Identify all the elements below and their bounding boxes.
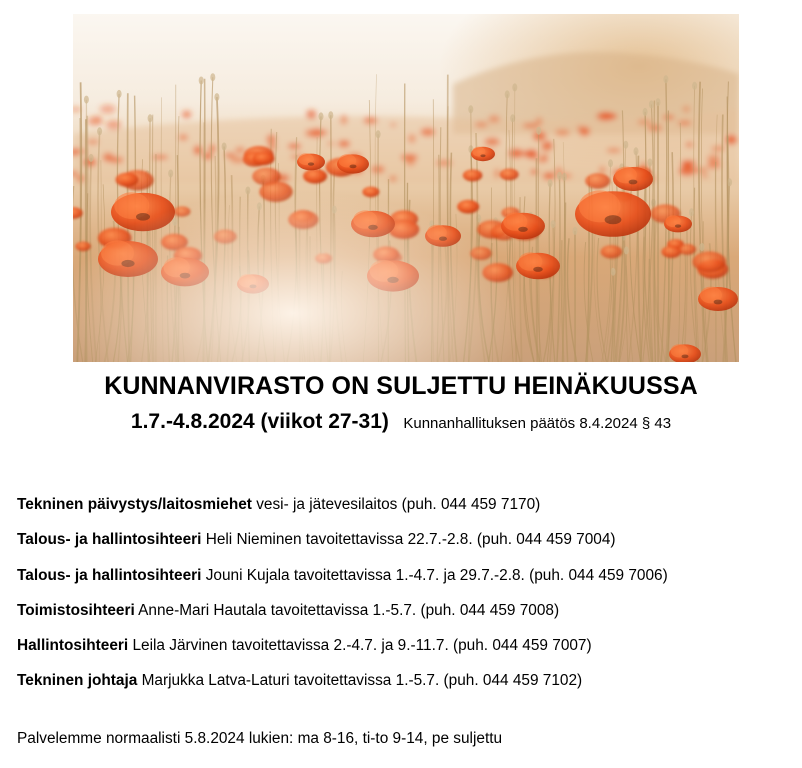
contact-row: [17, 558, 797, 593]
opening-hours-note: Palvelemme normaalisti 5.8.2024 lukien: ma 8-16, ti-to 9-14, pe suljettu: [17, 730, 503, 747]
contact-row: [17, 487, 797, 522]
contact-role: Talous- ja hallintosihteeri: [17, 531, 202, 549]
contact-role: Tekninen päivystys/laitosmiehet: [17, 496, 252, 513]
closure-dates: 1.7.-4.8.2024 (viikot 27-31): [130, 410, 389, 433]
contact-role: Tekninen johtaja: [17, 672, 138, 690]
contact-details: Heli Nieminen tavoitettavissa 22.7.-2.8. (puh. 044 459 7004): [201, 531, 616, 549]
contact-details: Jouni Kujala tavoitettavissa 1.-4.7. ja 29.7.-2.8. (puh. 044 459 7006): [201, 566, 668, 584]
contact-row: [17, 522, 797, 557]
contact-row: [17, 663, 797, 698]
dates-line: [0, 410, 802, 434]
contact-details: vesi- ja jätevesilaitos (puh. 044 459 7170): [251, 496, 541, 513]
contact-details: Marjukka Latva-Laturi tavoitettavissa 1.-5.7. (puh. 044 459 7102): [137, 672, 583, 690]
contact-details: Leila Järvinen tavoitettavissa 2.-4.7. ja 9.-11.7. (puh. 044 459 7007): [128, 637, 592, 655]
contact-details: Anne-Mari Hautala tavoitettavissa 1.-5.7. (puh. 044 459 7008): [134, 601, 560, 619]
contact-role: Toimistosihteeri: [17, 601, 135, 619]
poppy-field-photo: [73, 14, 739, 362]
contact-row: [17, 593, 797, 628]
contact-role: Hallintosihteeri: [17, 637, 129, 655]
closure-headline: KUNNANVIRASTO ON SULJETTU HEINÄKUUSSA: [104, 372, 698, 400]
contact-row: [17, 628, 797, 663]
poppy-field-illustration: [73, 14, 739, 362]
contact-role: Talous- ja hallintosihteeri: [17, 566, 202, 584]
council-decision: Kunnanhallituksen päätös 8.4.2024 § 43: [403, 415, 672, 432]
contact-list: [17, 487, 797, 699]
